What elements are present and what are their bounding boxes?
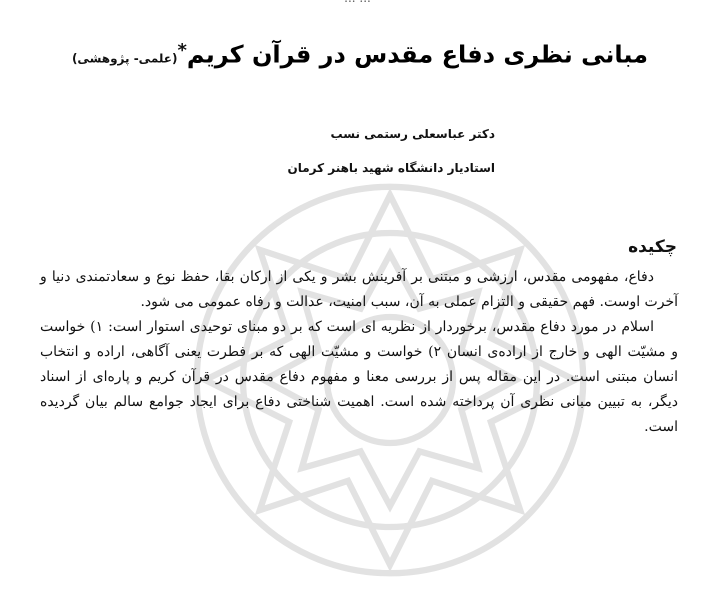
article-title-line (60, 40, 660, 68)
author-name: دکتر عباسعلی رستمی نسب (330, 127, 495, 141)
author-affiliation: استادیار دانشگاه شهید باهنر کرمان (287, 161, 495, 175)
article-type: (علمی- پژوهشی) (71, 51, 178, 66)
running-header (0, 0, 715, 5)
title-footnote-marker: * (177, 40, 187, 61)
article-title: مبانی نظری دفاع مقدس در قرآن کریم (186, 40, 649, 69)
abstract-heading: چکیده (628, 237, 677, 257)
abstract-paragraph: دفاع، مفهومی مقدس، ارزشی و مبتنی بر آفرینش بشر و یکی از ارکان بقا، حفظ نوع و سعادتمندی دنیا و آخرت اوست. فهم حقیقی و التزام عملی به آن، سبب امنیت، عدالت و رفاه عمومی می شود. (40, 269, 678, 310)
abstract-paragraph: اسلام در مورد دفاع مقدس، برخوردار از نظریه ای است که بر دو مبنای توحیدی استوار است: ۱) خواست و مشیّت الهی و خارج از اراده‌ی انسان ۲) خواست و مشیّت الهی که بر فطرت یعنی آگاهی، اراده و انتخاب انسان مبتنی است. در این مقاله پس از بررسی معنا و مفهوم دفاع مقدس در قرآن کریم و پاره‌ای از اسناد دیگر، به تبیین مبانی نظری آن پرداخته شده است. اهمیت شناختی دفاع برای ایجاد جوامع سالم بیان گردیده است. (40, 319, 678, 435)
abstract-body (40, 265, 678, 440)
